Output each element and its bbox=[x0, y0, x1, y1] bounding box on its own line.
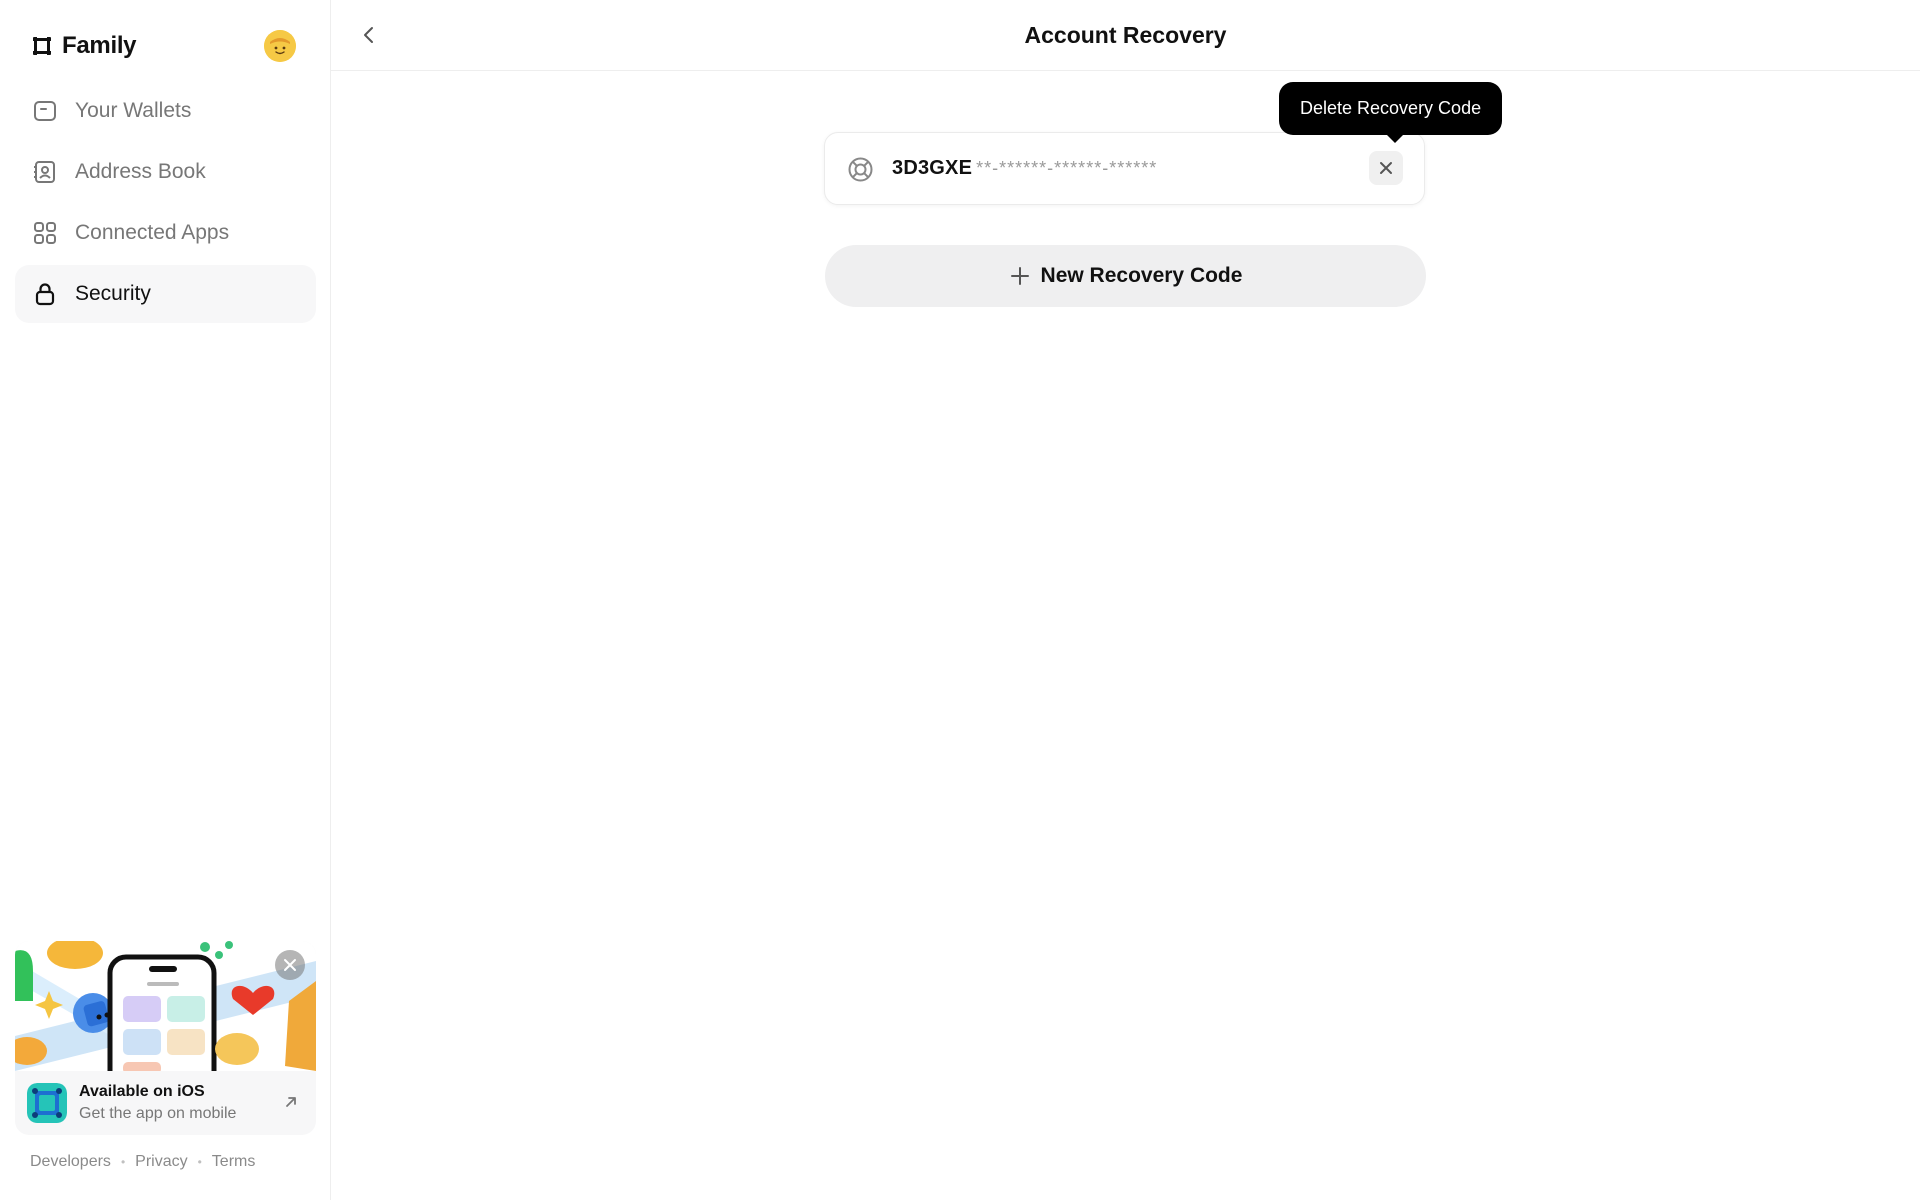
avatar[interactable] bbox=[264, 30, 296, 62]
promo-get-app-link[interactable] bbox=[15, 1071, 316, 1135]
brand-name: Family bbox=[62, 32, 137, 59]
top-bar bbox=[331, 0, 1920, 71]
tooltip-arrow bbox=[1384, 132, 1406, 143]
recovery-code-prefix: 3D3GXE bbox=[892, 157, 973, 179]
sidebar-item-label: Your Wallets bbox=[75, 99, 192, 122]
promo-title: Available on iOS bbox=[79, 1083, 205, 1100]
recovery-code-card bbox=[824, 132, 1425, 205]
address-book-icon bbox=[32, 159, 58, 185]
close-icon bbox=[1378, 160, 1394, 176]
delete-recovery-code-button[interactable] bbox=[1369, 151, 1403, 185]
family-logo-icon bbox=[30, 34, 54, 58]
separator-dot: • bbox=[120, 1155, 126, 1169]
sidebar-item-connected-apps[interactable] bbox=[15, 204, 316, 262]
promo-illustration bbox=[15, 941, 316, 1071]
sidebar-nav bbox=[15, 82, 316, 326]
grid-icon bbox=[32, 220, 58, 246]
arrow-up-right-icon bbox=[282, 1093, 300, 1111]
recovery-code-value bbox=[892, 157, 1157, 180]
sidebar-item-your-wallets[interactable] bbox=[15, 82, 316, 140]
new-recovery-code-label: New Recovery Code bbox=[1040, 264, 1243, 287]
footer-links bbox=[30, 1153, 255, 1171]
close-icon bbox=[283, 958, 297, 972]
family-app-icon bbox=[27, 1083, 67, 1123]
recovery-code-masked: **-******-******-****** bbox=[976, 158, 1158, 178]
main-content bbox=[331, 0, 1920, 1200]
separator-dot: • bbox=[197, 1155, 202, 1169]
new-recovery-code-button[interactable] bbox=[825, 245, 1426, 307]
plus-icon bbox=[1009, 265, 1031, 287]
brand[interactable] bbox=[30, 32, 136, 60]
delete-tooltip: Delete Recovery Code bbox=[1279, 82, 1502, 135]
sidebar-item-address-book[interactable] bbox=[15, 143, 316, 201]
promo-text bbox=[79, 1083, 236, 1123]
developers-link[interactable]: Developers bbox=[30, 1153, 111, 1170]
lock-icon bbox=[32, 281, 58, 307]
terms-link[interactable]: Terms bbox=[211, 1153, 256, 1170]
sidebar-item-security[interactable] bbox=[15, 265, 316, 323]
sidebar bbox=[0, 0, 331, 1200]
avatar-face-icon bbox=[264, 30, 296, 62]
page-title: Account Recovery bbox=[1024, 22, 1227, 48]
ios-promo-card bbox=[15, 941, 316, 1135]
sidebar-item-label: Security bbox=[75, 282, 151, 305]
wallet-icon bbox=[32, 98, 58, 124]
privacy-link[interactable]: Privacy bbox=[135, 1153, 188, 1170]
promo-close-button[interactable] bbox=[275, 950, 305, 980]
sidebar-item-label: Connected Apps bbox=[75, 221, 230, 244]
sidebar-item-label: Address Book bbox=[75, 160, 206, 183]
promo-subtitle: Get the app on mobile bbox=[79, 1105, 237, 1122]
lifebuoy-icon bbox=[847, 156, 874, 183]
